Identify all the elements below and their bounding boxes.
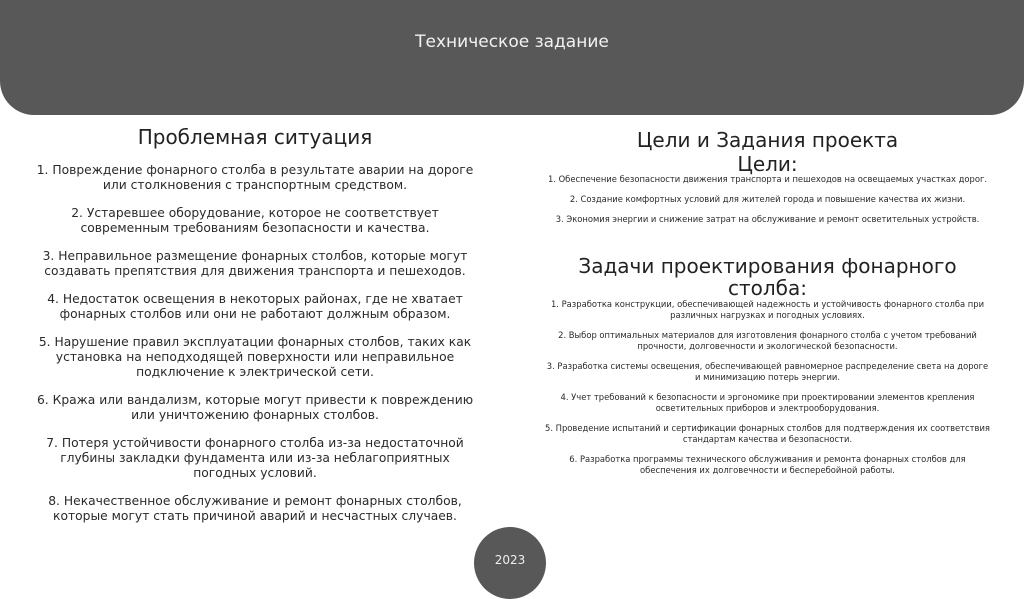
goals-title: Цели и Задания проекта	[636, 128, 899, 152]
slide-title: Техническое задание	[415, 32, 609, 52]
goal-item: 3. Экономия энергии и снижение затрат на обслуживание и ремонт осветительных устройств.	[555, 214, 980, 224]
tasks-title: Задачи проектирования фонарного столба:	[578, 254, 957, 300]
goal-item: 1. Обеспечение безопасности движения транспорта и пешеходов на освещаемых участках дорог.	[547, 174, 988, 184]
task-item: 5. Проведение испытаний и сертификации фонарных столбов для подтверждения их соответствия стандартам качества и безопасности.	[545, 423, 990, 444]
header-bar	[0, 0, 1024, 115]
problem-item: 2. Устаревшее оборудование, которое не соответствует современным требованиям безопасности и качества.	[71, 206, 439, 235]
goals-subtitle: Цели:	[737, 152, 798, 176]
task-item: 6. Разработка программы технического обслуживания и ремонта фонарных столбов для обеспечения их долговечности и бесперебойной работы.	[569, 454, 966, 475]
task-item: 4. Учет требований к безопасности и эргономике при проектировании элементов крепления осветительных приборов и электрооборудования.	[560, 392, 975, 413]
problem-item: 8. Некачественное обслуживание и ремонт фонарных столбов, которые могут стать причиной аварий и несчастных случаев.	[48, 494, 462, 523]
problem-section	[35, 125, 475, 537]
problem-item: 4. Недостаток освещения в некоторых районах, где не хватает фонарных столбов или они не работают должным образом.	[47, 292, 463, 321]
problem-item: 6. Кража или вандализм, которые могут привести к повреждению или уничтожению фонарных столбов.	[36, 393, 474, 422]
problem-item: 3. Неправильное размещение фонарных столбов, которые могут создавать препятствия для движения транспорта и пешеходов.	[42, 249, 468, 278]
goals-section	[545, 128, 990, 485]
goal-item: 2. Создание комфортных условий для жителей города и повышение качества их жизни.	[569, 194, 966, 204]
problem-item: 7. Потеря устойчивости фонарного столба из-за недостаточной глубины закладки фундамента или из-за неблагоприятных погодных условий.	[46, 436, 464, 480]
task-item: 3. Разработка системы освещения, обеспечивающей равномерное распределение света на дороге и минимизацию потерь энергии.	[546, 361, 989, 382]
problem-item: 1. Повреждение фонарного столба в результате аварии на дороге или столкновения с транспортным средством.	[36, 163, 474, 192]
year-badge: 2023	[474, 527, 546, 599]
problem-title: Проблемная ситуация	[137, 125, 373, 149]
problem-item: 5. Нарушение правил эксплуатации фонарных столбов, таких как установка на неподходящей поверхности или неправильное подключение к электрической сети.	[38, 335, 472, 379]
task-item: 2. Выбор оптимальных материалов для изготовления фонарного столба с учетом требований прочности, долговечности и экологической безопасности.	[558, 330, 977, 351]
task-item: 1. Разработка конструкции, обеспечивающей надежность и устойчивость фонарного столба при различных нагрузках и погодных условиях.	[550, 299, 985, 320]
